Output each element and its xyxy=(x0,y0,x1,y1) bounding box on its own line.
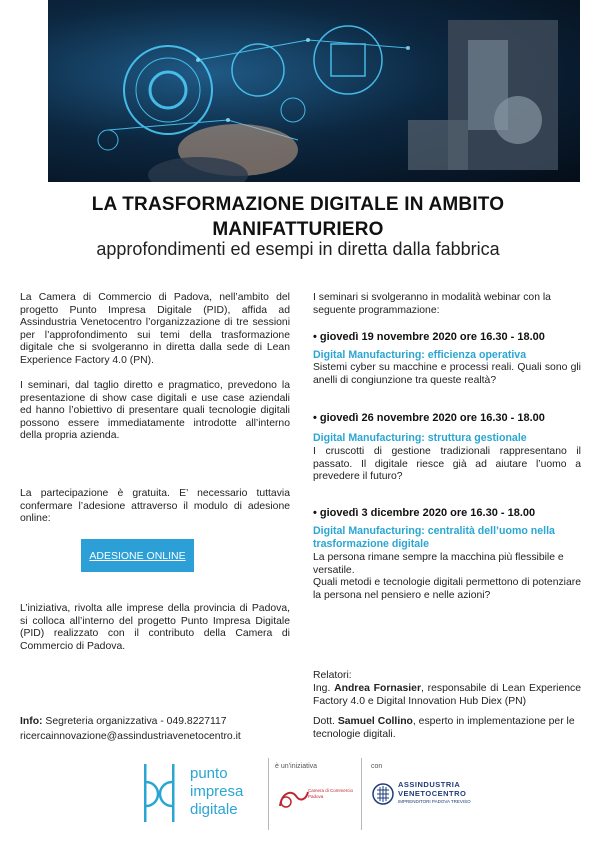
speaker-1-prefix: Ing. xyxy=(313,683,335,694)
logo-line-2: impresa xyxy=(190,783,244,800)
logo-line-3: digitale xyxy=(190,801,238,818)
with-label: con xyxy=(371,763,383,770)
info-label: Info: xyxy=(20,716,43,727)
schedule-intro: I seminari si svolgeranno in modalità webinar con la seguente programmazione: xyxy=(313,292,551,316)
speaker-2-prefix: Dott. xyxy=(313,716,338,727)
pid-mark-icon xyxy=(140,760,184,824)
session-date-3: • giovedì 3 dicembre 2020 ore 16.30 - 18.00 xyxy=(313,507,536,519)
assind-line-1: ASSINDUSTRIA xyxy=(398,780,461,789)
initiative-paragraph: L’iniziativa, rivolta alle imprese della provincia di Padova, si colloca all’interno del progetto Punto Impresa Digitale (PID) realizzato con il contributo della Camera di Commercio di Padova. xyxy=(20,603,290,652)
assindustria-emblem-icon xyxy=(371,782,395,806)
footer-divider-1 xyxy=(268,758,269,830)
session-desc-3b: Quali metodi e tecnologie digitali permettono di potenziare la persona nel pensiero e nelle azioni? xyxy=(313,577,581,601)
session-date-1: • giovedì 19 novembre 2020 ore 16.30 - 18.00 xyxy=(313,331,545,343)
session-desc-1: Sistemi cyber su macchine e processi reali. Quali sono gli anelli di congiunzione tra queste realtà? xyxy=(313,362,581,386)
adesione-online-button[interactable]: ADESIONE ONLINE xyxy=(81,539,194,572)
participation-paragraph: La partecipazione è gratuita. E’ necessario tuttavia confermare l’adesione attraverso il modulo di adesione online: xyxy=(20,488,290,525)
email-link[interactable]: ricercainnovazione@assindustriavenetocentro.it xyxy=(20,731,241,742)
initiative-label: è un’iniziativa xyxy=(275,763,318,770)
assind-line-3: IMPRENDITORI PADOVA TREVISO xyxy=(398,799,471,804)
pid-logo xyxy=(140,760,260,830)
speaker-1-name: Andrea Fornasier xyxy=(334,683,421,694)
speaker-1-role: , responsabile di Lean Experience Factory 4.0 e Digital Innovation Hub Diex (PN) xyxy=(313,683,581,707)
page-subtitle: approfondimenti ed esempi in diretta dalla fabbrica xyxy=(96,239,500,259)
session-desc-3: La persona rimane sempre la macchina più flessibile e versatile. xyxy=(313,552,564,576)
chamber-label: Camera di Commercio Padova xyxy=(308,788,354,799)
assind-line-2: VENETOCENTRO xyxy=(398,789,467,798)
session-title-1: Digital Manufacturing: efficienza operativa xyxy=(313,349,527,361)
hero-illustration xyxy=(48,0,580,182)
relatori-label: Relatori: xyxy=(313,670,352,681)
intro-paragraph: La Camera di Commercio di Padova, nell’ambito del progetto Punto Impresa Digitale (PID), affida ad Assindustria Venetocentro l’organizzazione di tre sessioni per l’approfondimento sui temi della trasformazione digitale che si svolgeranno in diretta dalla sede di Lean Experience Factory 4.0 (PN). xyxy=(20,292,290,366)
footer-divider-2 xyxy=(361,758,362,830)
info-text: Segreteria organizzativa - 049.8227117 xyxy=(42,716,227,727)
chamber-logo-icon xyxy=(276,786,312,812)
speaker-1 xyxy=(313,683,581,708)
session-title-2: Digital Manufacturing: struttura gestionale xyxy=(313,432,527,444)
seminars-paragraph: I seminari, dal taglio diretto e pragmatico, prevedono la presentazione di show case digitali e use case aziendali ed hanno l’obiettivo di presentare quali tecnologie digitali possono essere immediatamente introdotte all’interno della propria azienda. xyxy=(20,380,290,442)
hero-image xyxy=(48,0,580,182)
page-title: LA TRASFORMAZIONE DIGITALE IN AMBITO MANIFATTURIERO xyxy=(91,194,505,240)
speaker-2 xyxy=(313,716,581,741)
session-desc-2: I cruscotti di gestione tradizionali rappresentano il passato. Il digitale riesce già ad aiutare l’uomo a prevedere il futuro? xyxy=(313,446,581,483)
info-line xyxy=(20,716,290,729)
speaker-2-role: , esperto in implementazione per le tecnologie digitali. xyxy=(313,716,575,740)
logo-line-1: punto xyxy=(190,765,228,782)
session-date-2: • giovedì 26 novembre 2020 ore 16.30 - 18.00 xyxy=(313,412,545,424)
speaker-2-name: Samuel Collino xyxy=(337,716,413,727)
session-title-3: Digital Manufacturing: centralità dell’uomo nella trasformazione digitale xyxy=(313,525,555,550)
